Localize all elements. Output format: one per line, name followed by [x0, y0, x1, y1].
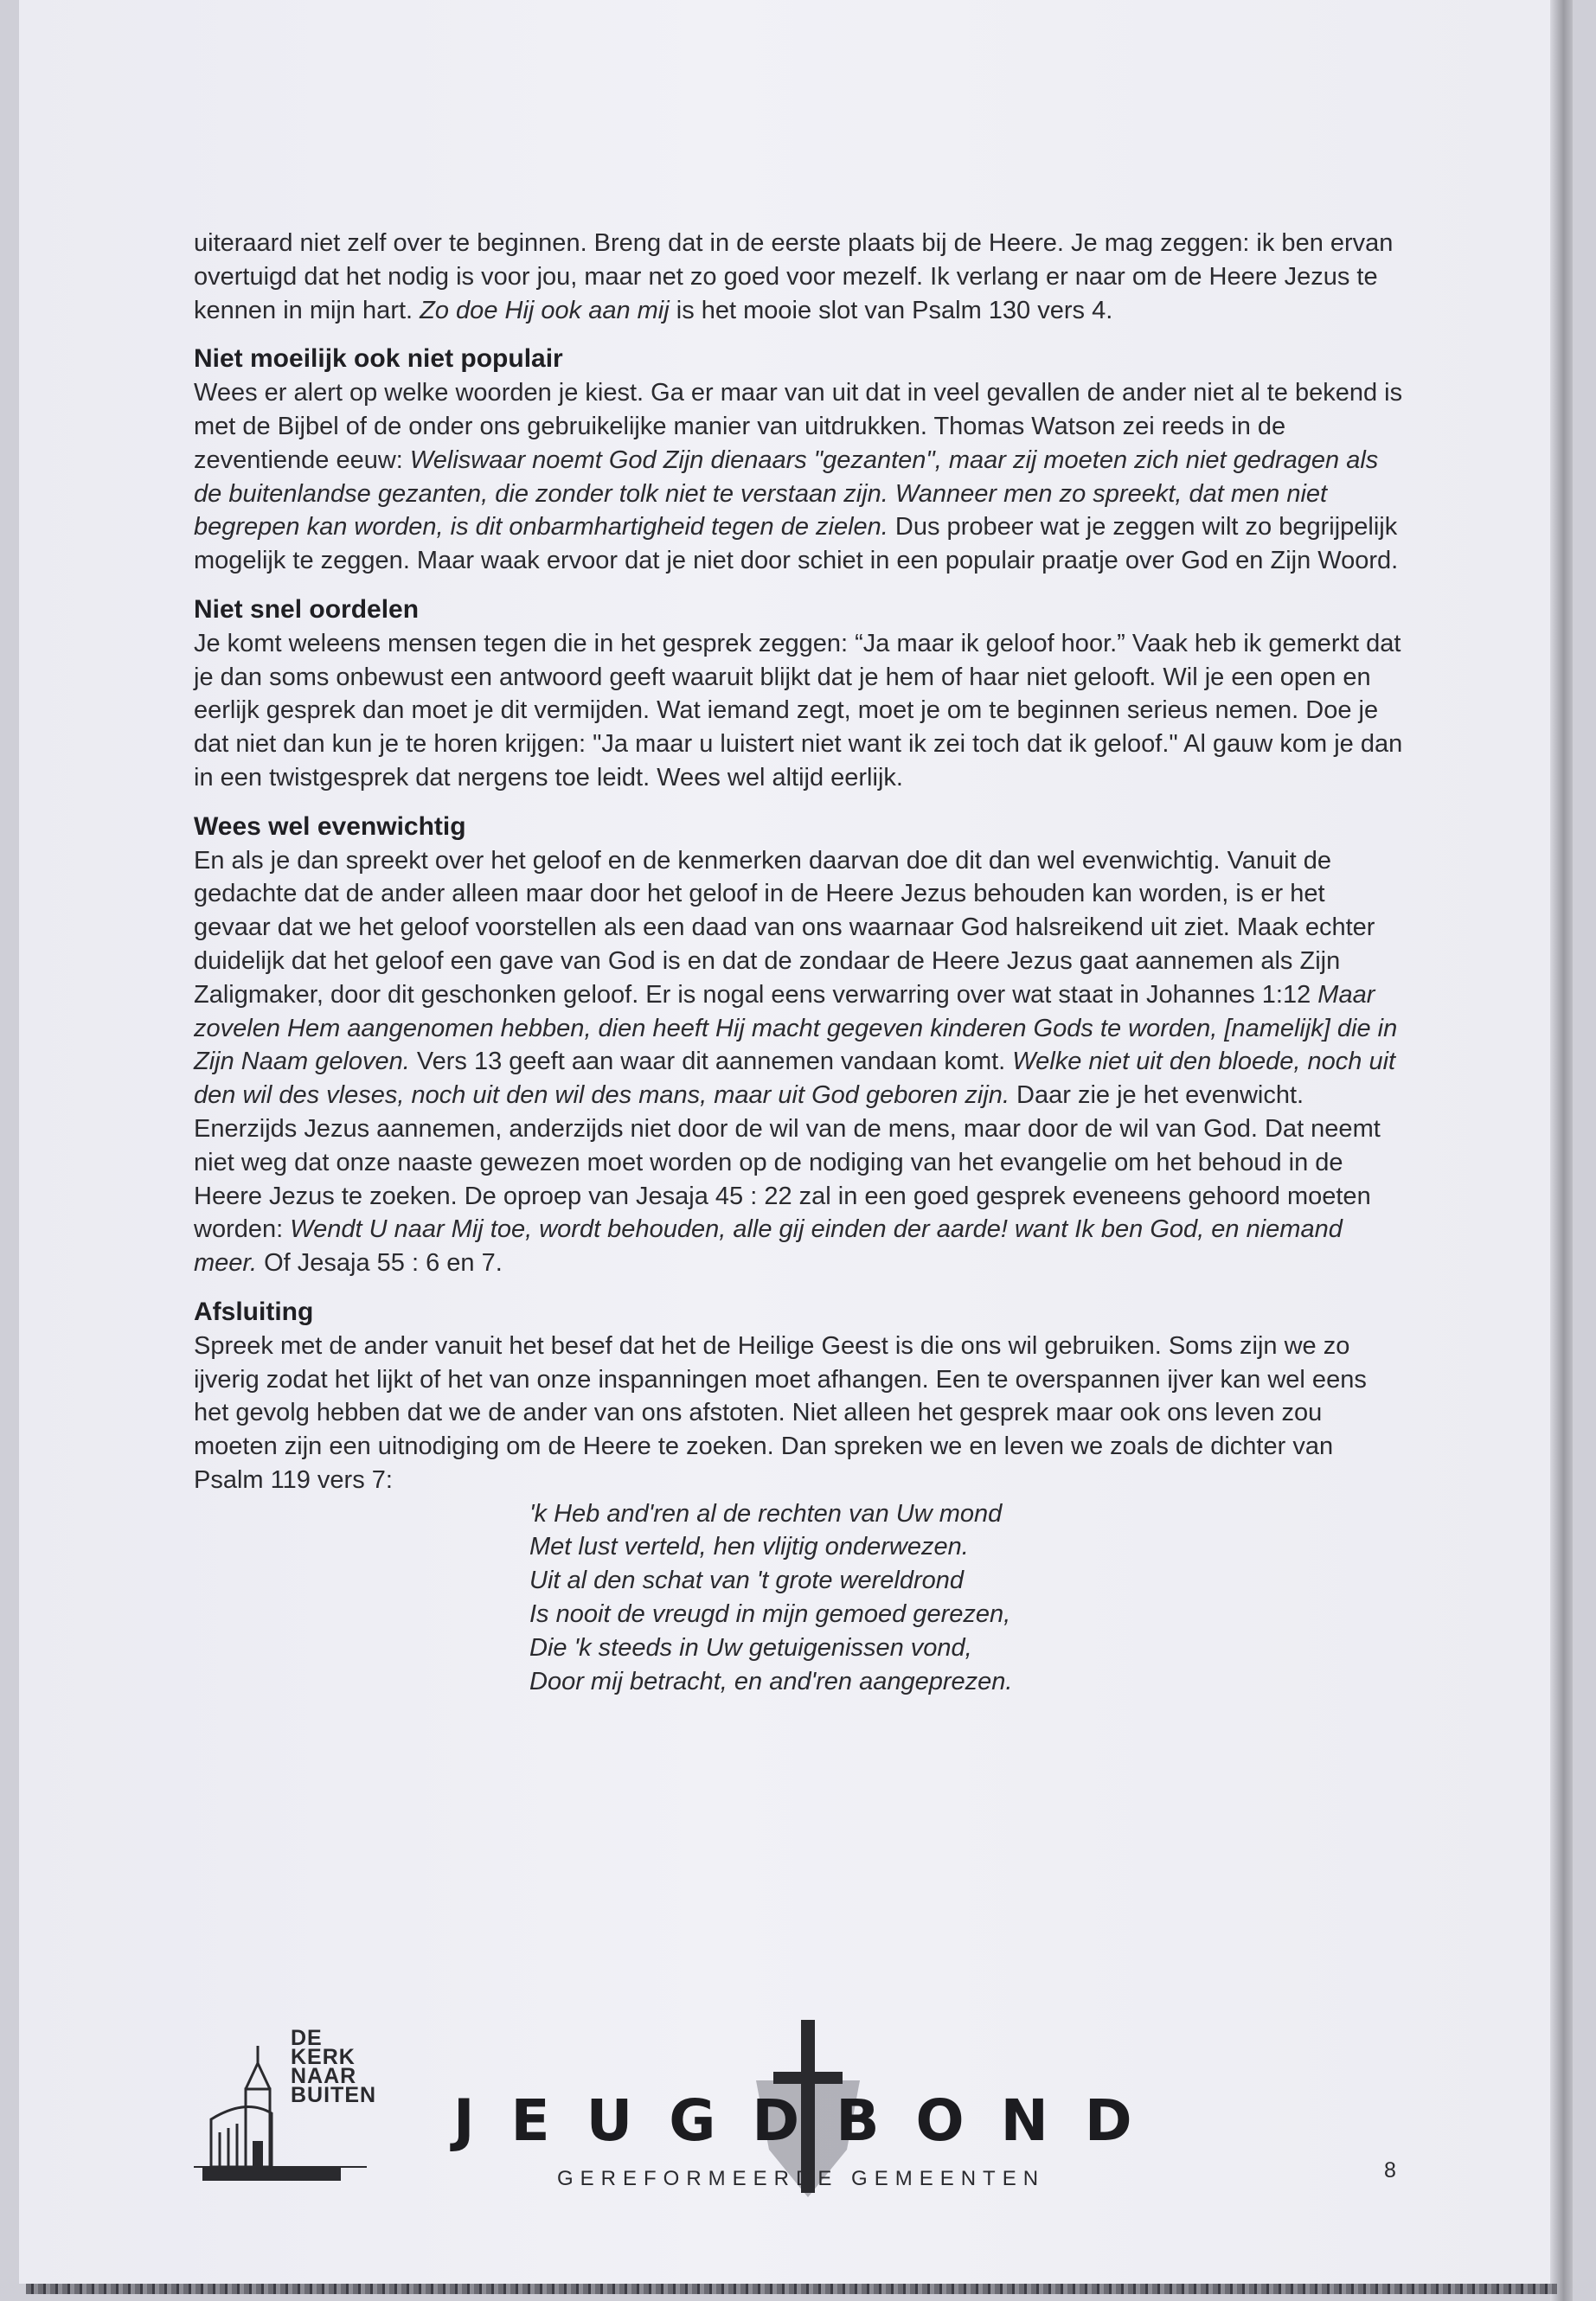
quote: Weliswaar noemt God Zijn dienaars "gezanten", maar zij moeten zich niet gedragen als de buitenlandse gezanten, die zonder tolk niet te verstaan zijn. Wanneer men zo spreekt, dat men niet begrepen kan worden, is dit onbarmhartigheid tegen de zielen.	[194, 445, 1379, 542]
poem-line: Uit al den schat van 't grote wereldrond	[529, 1567, 965, 1595]
quote: Wendt U naar Mij toe, wordt behouden, alle gij einden der aarde! want Ik ben God, en niemand meer.	[194, 1215, 1343, 1278]
poem-line: Die 'k steeds in Uw getuigenissen vond,	[529, 1633, 972, 1662]
section-heading: Wees wel evenwichtig	[194, 811, 466, 841]
section-paragraph: Spreek met de ander vanuit het besef dat het de Heilige Geest is die ons wil gebruiken. Soms zijn we zo ijverig zodat het lijkt of het van onze inspanningen moet afhangen. Een te overspannen ijver kan wel eens het gevolg hebben dat we de ander van ons afstoten. Niet alleen het gesprek maar ook ons leven zou moeten zijn een uitnodiging om de Heere te zoeken. Dan spreken we en leven we zoals de dichter van Psalm 119 vers 7:	[194, 1331, 1367, 1494]
jeugdbond-subtitle: GEREFORMEERDE GEMEENTEN	[557, 2167, 1046, 2190]
church-logo-text: DE KERK NAAR BUITEN	[291, 2026, 377, 2107]
page-edge-shadow	[1550, 0, 1573, 2301]
footer-logos	[194, 2020, 1422, 2210]
quote: Welke niet uit den bloede, noch uit den wil des vleses, noch uit den wil des mans, maar uit God geboren zijn.	[194, 1048, 1396, 1110]
section-paragraph: Wees er alert op welke woorden je kiest. Ga er maar van uit dat in veel gevallen de ander niet al te bekend is met de Bijbel of de onder ons gebruikelijke manier van uitdrukken. Thomas Watson zei reeds in de zeventiende eeuw: Weliswaar noemt God Zijn dienaars "gezanten", maar zij moeten zich niet gedragen als de buitenlandse gezanten, die zonder tolk niet te verstaan zijn. Wanneer men zo spreekt, dat men niet begrepen kan worden, is dit onbarmhartigheid tegen de zielen. Dus probeer wat je zeggen wilt zo begrijpelijk mogelijk te zeggen. Maar waak ervoor dat je niet door schiet in een populair praatje over God en Zijn Woord.	[194, 379, 1403, 575]
poem-line: Door mij betracht, en and'ren aangeprezen.	[529, 1667, 1013, 1695]
scan-bottom-edge	[26, 2284, 1557, 2294]
intro-paragraph: uiteraard niet zelf over te beginnen. Breng dat in de eerste plaats bij de Heere. Je mag zeggen: ik ben ervan overtuigd dat het nodig is voor jou, maar net zo goed voor mezelf. Ik verlang er naar om de Heere Jezus te kennen in mijn hart. Zo doe Hij ook aan mij is het mooie slot van Psalm 130 vers 4.	[194, 229, 1394, 324]
intro-quote: Zo doe Hij ook aan mij	[420, 296, 670, 324]
page-number: 8	[1384, 2158, 1396, 2182]
jeugdbond-title: JEUGDBOND	[453, 2087, 1169, 2154]
section-heading: Niet snel oordelen	[194, 594, 420, 624]
article-body	[194, 227, 1405, 1698]
poem-line: 'k Heb and'ren al de rechten van Uw mond	[529, 1499, 1003, 1528]
quote: Maar zovelen Hem aangenomen hebben, dien heeft Hij macht gegeven kinderen Gods te worden, [namelijk] die in Zijn Naam geloven.	[194, 980, 1398, 1076]
section-paragraph: Je komt weleens mensen tegen die in het gesprek zeggen: “Ja maar ik geloof hoor.” Vaak heb ik gemerkt dat je dan soms onbewust een antwoord geeft waaruit blijkt dat je hem of haar niet gelooft. Wil je een open en eerlijk gesprek dan moet je dit vermijden. Wat iemand zegt, moet je om te beginnen serieus nemen. Doe je dat niet dan kun je te horen krijgen: "Ja maar u luistert niet want ik zei toch dat ik geloof." Al gauw kom je dan in een twistgesprek dat nergens toe leidt. Wees wel altijd eerlijk.	[194, 629, 1403, 792]
section-paragraph: En als je dan spreekt over het geloof en de kenmerken daarvan doe dit dan wel evenwichtig. Vanuit de gedachte dat de ander alleen maar door het geloof in de Heere Jezus behouden kan worden, is er het gevaar dat we het geloof voorstellen als een daad van ons waarnaar God halsreikend uit ziet. Maak echter duidelijk dat het geloof een gave van God is en dat de zondaar de Heere Jezus gaat aannemen als Zijn Zaligmaker, door dit geschonken geloof. Er is nogal eens verwarring over wat staat in Johannes 1:12 Maar zovelen Hem aangenomen hebben, dien heeft Hij macht gegeven kinderen Gods te worden, [namelijk] die in Zijn Naam geloven. Vers 13 geeft aan waar dit aannemen vandaan komt. Welke niet uit den bloede, noch uit den wil des vleses, noch uit den wil des mans, maar uit God geboren zijn. Daar zie je het evenwicht. Enerzijds Jezus aannemen, anderzijds niet door de wil van de mens, maar door de wil van God. Dat neemt niet weg dat onze naaste gewezen moet worden op de nodiging van het evangelie om het behoud in de Heere Jezus te zoeken. De oproep van Jesaja 45 : 22 zal in een goed gesprek eveneens gehoord moeten worden: Wendt U naar Mij toe, wordt behouden, alle gij einden der aarde! want Ik ben God, en niemand meer. Of Jesaja 55 : 6 en 7.	[194, 846, 1398, 1278]
poem-line: Met lust verteld, hen vlijtig onderwezen.	[529, 1533, 969, 1561]
psalm-poem	[529, 1497, 1405, 1699]
section-heading: Afsluiting	[194, 1297, 314, 1326]
section-heading: Niet moeilijk ook niet populair	[194, 344, 563, 374]
poem-line: Is nooit de vreugd in mijn gemoed gerezen,	[529, 1600, 1011, 1629]
